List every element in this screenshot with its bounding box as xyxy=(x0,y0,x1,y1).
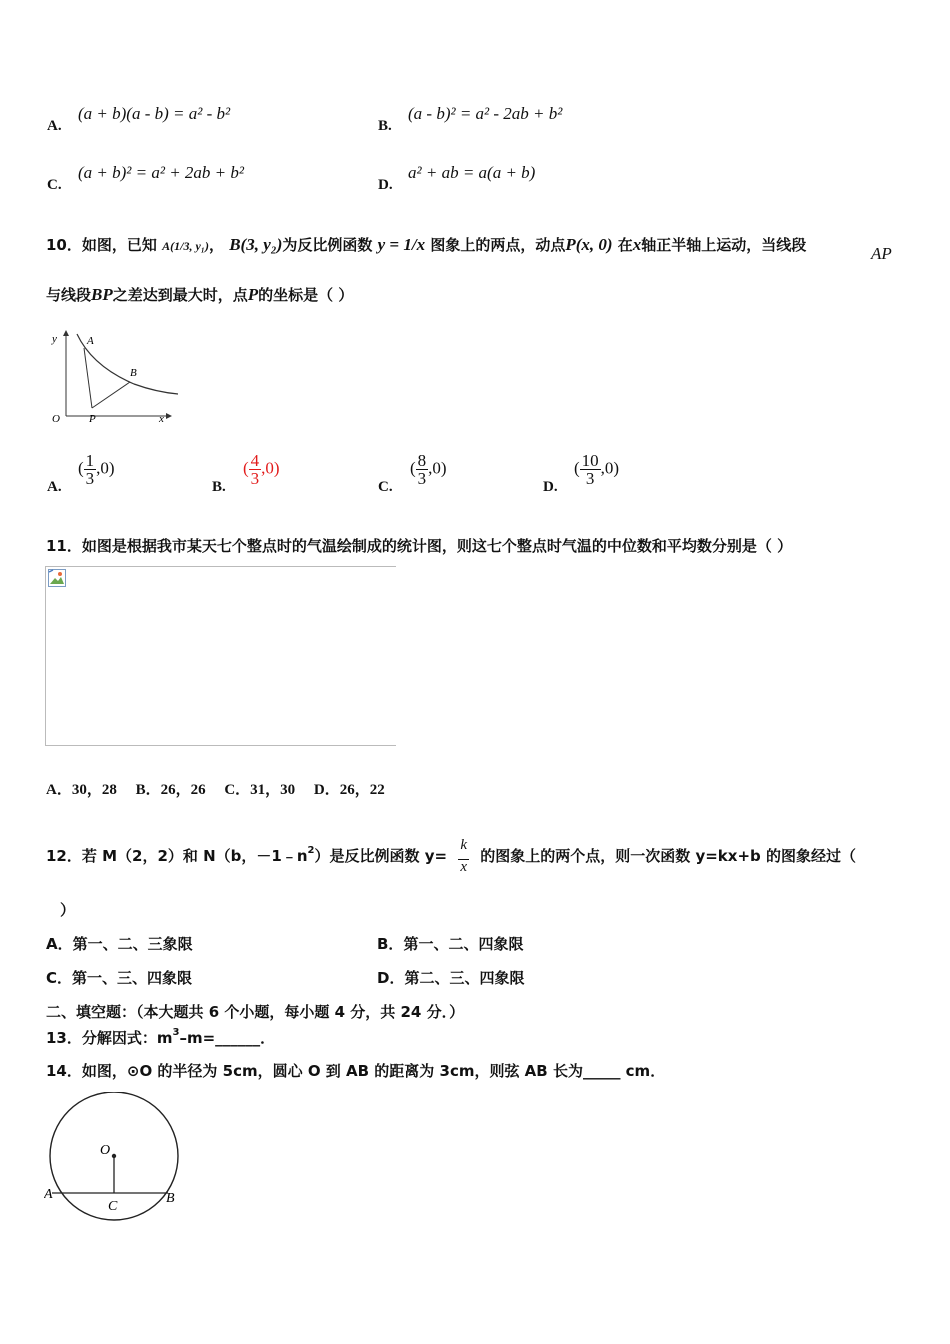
q9-option-b-expr: (a - b)² = a² - 2ab + b² xyxy=(408,104,563,123)
q14-circle-figure xyxy=(44,1092,184,1222)
q12-option-b: B．第一、二、四象限 xyxy=(377,935,524,953)
label-a: A xyxy=(44,1187,53,1202)
q10-option-a: ( $\frac{1}{3}$ ,0) xyxy=(78,451,115,488)
q10-option-c: ( $\frac{8}{3}$ ,0) xyxy=(410,451,447,488)
q9-option-a-label: A. xyxy=(47,118,62,134)
graph-label-a: A xyxy=(87,335,94,347)
q13-stem: 13．分解因式：$m^3-m=\_\_\_\_\_\_$． xyxy=(46,1027,276,1047)
graph-label-x: x xyxy=(159,413,164,425)
point-a: A(1/3, y₁) xyxy=(162,239,209,253)
q12-stem: 12．若 M（2，2）和 N（b，$-1﹣n^2$）是反比例函数 y= $\frac{k}{x}$ 的图象上的两个点，则一次函数 y=kx+b 的图象经过（ xyxy=(46,837,856,875)
point-p: P(x, 0) xyxy=(565,235,613,254)
q11-stem: 11．如图是根据我市某天七个整点时的气温绘制成的统计图，则这七个整点时气温的中位数和平均数分别是（ ） xyxy=(46,537,793,555)
q10-option-d-label: D. xyxy=(543,479,558,495)
q10-option-b: ( $\frac{4}{3}$ ,0) xyxy=(243,451,280,488)
label-o: O xyxy=(100,1143,111,1158)
q12-option-a: A．第一、二、三象限 xyxy=(46,935,193,953)
point-b: B(3, y₂) xyxy=(229,235,283,254)
q9-option-c-expr: (a + b)² = a² + 2ab + b² xyxy=(78,163,244,182)
q9-option-b-label: B. xyxy=(378,118,392,134)
q10-option-a-label: A. xyxy=(47,479,62,495)
y-axis-arrow xyxy=(63,330,69,336)
label-b: B xyxy=(166,1191,175,1206)
q10-option-c-label: C. xyxy=(378,479,393,495)
q11-options: A．30，28 B．26，26 C．31，30 D．26，22 xyxy=(46,782,385,798)
q10-stem-line1: 10．如图，已知 A(1/3, y₁)， B(3, y₂)为反比例函数 y = 1/x 图象上的两点，动点P(x, 0) 在x轴正半轴上运动，当线段 xyxy=(46,235,807,254)
q14-stem: 14．如图，⊙O 的半径为 5cm，圆心 O 到 AB 的距离为 3cm，则弦 AB 长为_____ cm． xyxy=(46,1062,666,1080)
q9-option-c-label: C. xyxy=(47,177,62,193)
graph-label-p: P xyxy=(89,413,96,425)
center-dot xyxy=(112,1154,116,1158)
q12-fraction: $\frac{k}{x}$ xyxy=(460,837,467,875)
segment-ap: AP xyxy=(871,244,892,263)
graph-label-b: B xyxy=(130,367,137,379)
q12-close-paren: ） xyxy=(60,901,76,919)
function-expr: y = 1/x xyxy=(377,235,426,254)
broken-image-icon xyxy=(48,569,66,587)
q9-option-d-label: D. xyxy=(378,177,393,193)
q9-option-d-expr: a² + ab = a(a + b) xyxy=(408,163,536,182)
segment-bp-line xyxy=(92,382,130,408)
section-2-heading: 二、填空题：（本大题共 6 个小题，每小题 4 分，共 24 分．） xyxy=(46,1003,465,1021)
q10-option-b-label: B. xyxy=(212,479,226,495)
broken-image-placeholder xyxy=(45,566,396,746)
graph-label-o: O xyxy=(52,413,60,425)
segment-ap-line xyxy=(84,348,92,408)
q10-stem-line2: 与线段BP之差达到最大时，点P的坐标是（ ） xyxy=(46,285,354,304)
q10-option-d: ( $\frac{10}{3}$ ,0) xyxy=(574,451,620,488)
q10-graph xyxy=(44,326,184,426)
q12-option-d: D．第二、三、四象限 xyxy=(377,969,525,987)
x-axis-arrow xyxy=(166,413,172,419)
q12-option-c: C．第一、三、四象限 xyxy=(46,969,193,987)
q9-option-a-expr: (a + b)(a - b) = a² - b² xyxy=(78,104,231,123)
graph-label-y: y xyxy=(52,333,57,345)
label-c: C xyxy=(108,1199,118,1214)
